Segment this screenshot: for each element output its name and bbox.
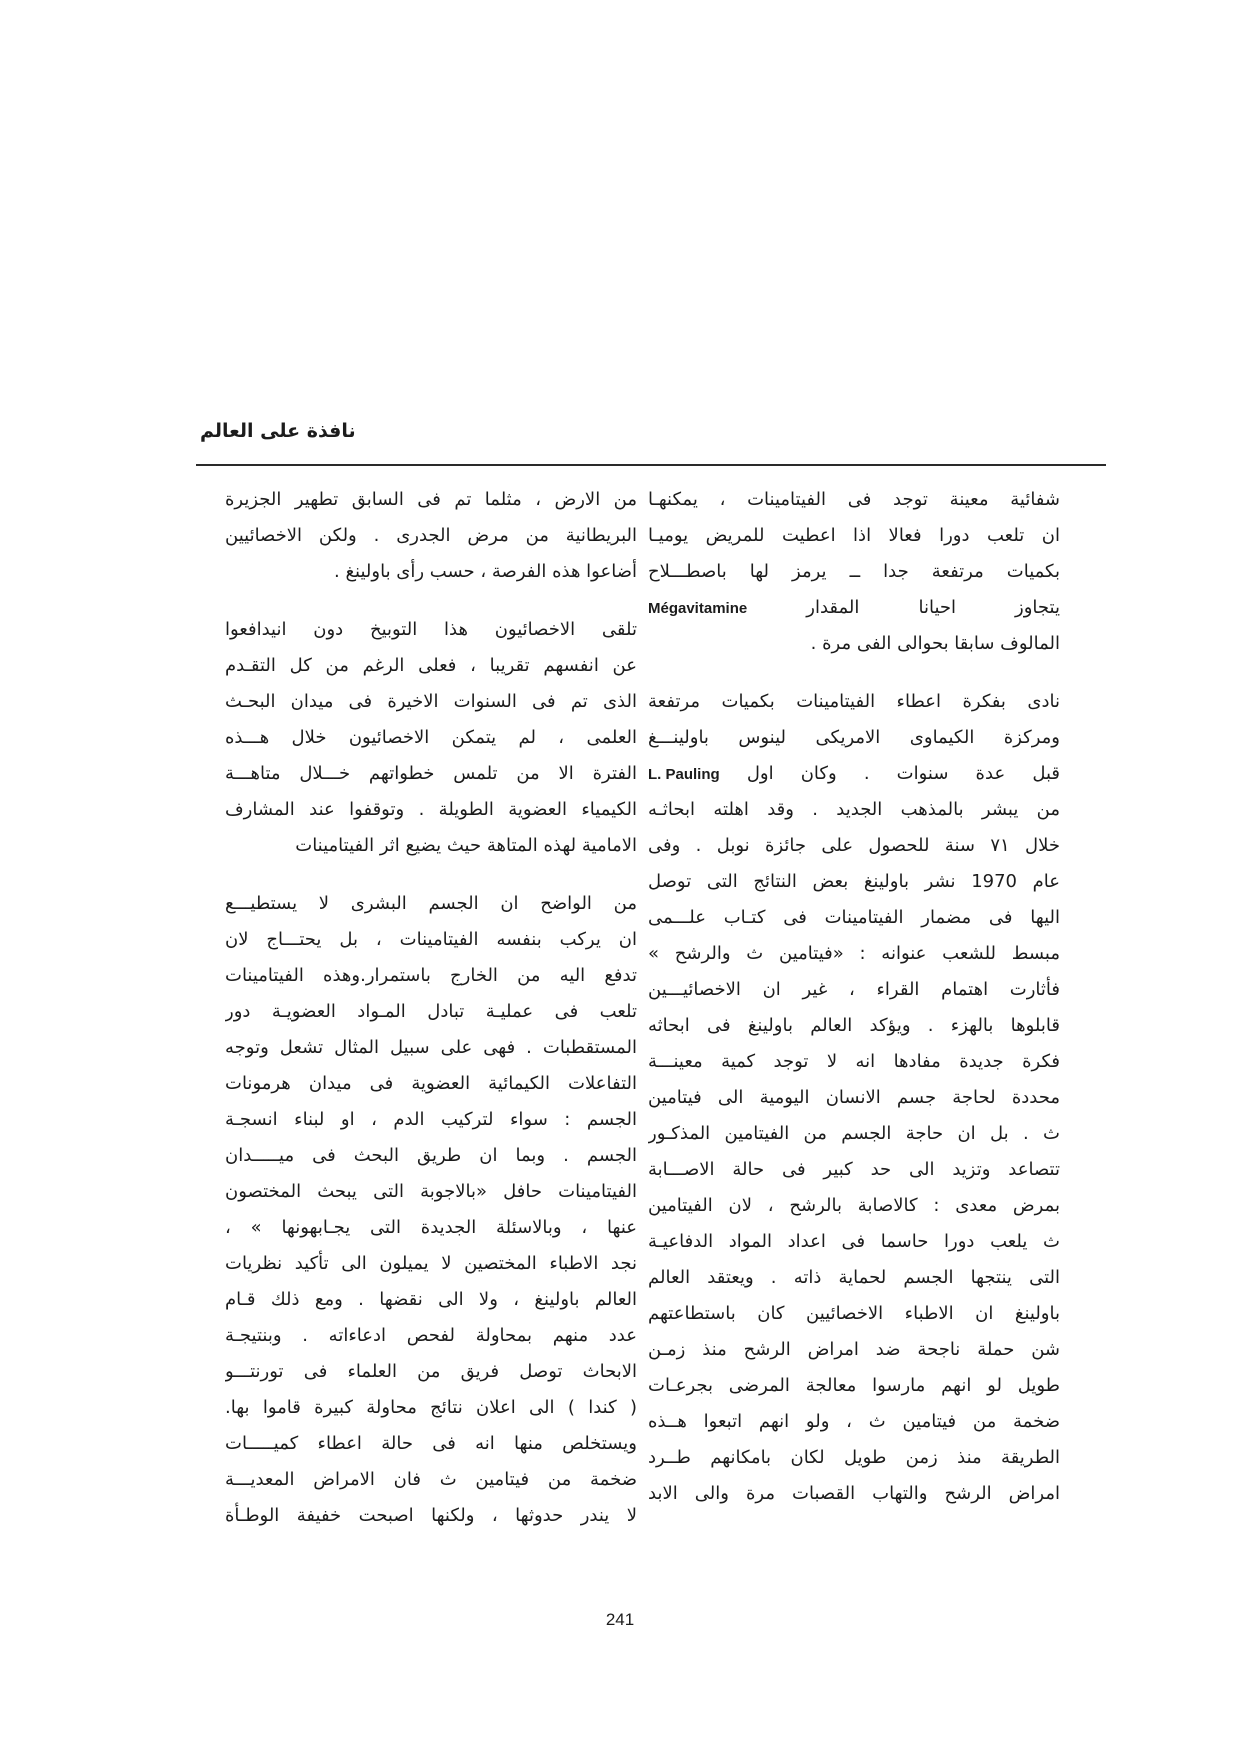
text-column-right bbox=[648, 482, 1060, 1512]
text-line: تلقى الاخصائيون هذا التوبيخ دون انيدافعوا bbox=[225, 619, 637, 640]
text-line: المستقطبات . فهى على سبيل المثال تشعل وتوجه bbox=[225, 1037, 637, 1058]
text-line: اليها فى مضمار الفيتامينات فى كتـاب علـــمى bbox=[648, 907, 1060, 928]
text-line: من يبشر بالمذهب الجديد . وقد اهلته ابحاثـه bbox=[648, 799, 1060, 820]
text-line: بمرض معدى : كالاصابة بالرشح ، لان الفيتامين bbox=[648, 1195, 1060, 1216]
paragraph-gap bbox=[225, 864, 637, 886]
text-line: نجد الاطباء المختصين لا يميلون الى تأكيد نظريات bbox=[225, 1253, 637, 1274]
latin-term: L. Pauling bbox=[648, 766, 720, 783]
text-line: البريطانية من مرض الجدرى . ولكن الاخصائيين bbox=[225, 525, 637, 546]
text-line: أضاعوا هذه الفرصة ، حسب رأى باولينغ . bbox=[334, 561, 637, 582]
text-line: ضخمة من فيتامين ث ، ولو انهم اتبعوا هــذه bbox=[648, 1411, 1060, 1432]
text-line: الفيتامينات حافل «بالاجوبة التى يبحث المختصون bbox=[225, 1181, 637, 1202]
text-line: خلال ٧١ سنة للحصول على جائزة نوبل . وفى bbox=[648, 835, 1060, 856]
text-line: شفائية معينة توجد فى الفيتامينات ، يمكنهـا bbox=[648, 489, 1060, 510]
text-line: بكميات مرتفعة جدا ــ يرمز لها باصطـــلاح bbox=[648, 561, 1060, 582]
text-line: فأثارت اهتمام القراء ، غير ان الاخصائيـــين bbox=[648, 979, 1060, 1000]
text-line: ان يركب بنفسه الفيتامينات ، بل يحتـــاج لان bbox=[225, 929, 637, 950]
text-line: الجسم : سواء لتركيب الدم ، او لبناء انسجـة bbox=[225, 1109, 637, 1130]
text-fragment: يتجاوز احيانا المقدار bbox=[806, 597, 1060, 618]
text-line: عام 1970 نشر باولينغ بعض النتائج التى توصل bbox=[648, 871, 1060, 892]
text-line: لا يندر حدوثها ، ولكنها اصبحت خفيفة الوطـأة bbox=[225, 1505, 637, 1526]
text-line: الذى تم فى السنوات الاخيرة فى ميدان البحـث bbox=[225, 691, 637, 712]
text-column-left bbox=[225, 482, 637, 1534]
text-line: التى ينتجها الجسم لحماية ذاته . ويعتقد العالم bbox=[648, 1267, 1060, 1288]
text-line: المالوف سابقا بحوالى الفى مرة . bbox=[810, 633, 1060, 654]
text-line: طويل لو انهم مارسوا معالجة المرضى بجرعـات bbox=[648, 1375, 1060, 1396]
text-line: ويستخلص منها انه فى حالة اعطاء كميـــــات bbox=[225, 1433, 637, 1454]
text-line: قابلوها بالهزء . ويؤكد العالم باولينغ فى ابحاثه bbox=[648, 1015, 1060, 1036]
text-line: فكرة جديدة مفادها انه لا توجد كمية معينـــة bbox=[648, 1051, 1060, 1072]
paragraph-gap bbox=[648, 662, 1060, 684]
header-divider bbox=[196, 464, 1106, 466]
text-line: التفاعلات الكيمائية العضوية فى ميدان هرمونات bbox=[225, 1073, 637, 1094]
text-line: محددة لحاجة جسم الانسان اليومية الى فيتامين bbox=[648, 1087, 1060, 1108]
text-line: تلعب فى عمليـة تبادل المـواد العضويـة دور bbox=[225, 1001, 637, 1022]
paragraph bbox=[225, 482, 637, 590]
text-line: نادى بفكرة اعطاء الفيتامينات بكميات مرتفعة bbox=[648, 691, 1060, 712]
text-line: ضخمة من فيتامين ث فان الامراض المعديـــة bbox=[225, 1469, 637, 1490]
text-line: ومركزة الكيماوى الامريكى لينوس باولينـــغ bbox=[648, 727, 1060, 748]
paragraph bbox=[225, 612, 637, 864]
text-line: الفترة الا من تلمس خطواتهم خـــلال متاهـــة bbox=[225, 763, 637, 784]
text-line: عنها ، وبالاسئلة الجديدة التى يجـابهونها » ، bbox=[225, 1217, 637, 1238]
text-fragment: قبل عدة سنوات . وكان اول bbox=[746, 763, 1060, 784]
text-line: ث يلعب دورا حاسما فى اعداد المواد الدفاعيـة bbox=[648, 1231, 1060, 1252]
text-line: تدفع اليه من الخارج باستمرار.وهذه الفيتامينات bbox=[225, 965, 637, 986]
text-line: الطريقة منذ زمن طويل لكان بامكانهم طــرد bbox=[648, 1447, 1060, 1468]
text-line-with-term bbox=[648, 756, 1060, 792]
text-line: شن حملة ناجحة ضد امراض الرشح منذ زمـن bbox=[648, 1339, 1060, 1360]
text-line: الامامية لهذه المتاهة حيث يضيع اثر الفيتامينات bbox=[295, 835, 637, 856]
paragraph bbox=[648, 684, 1060, 1512]
text-line: باولينغ ان الاطباء الاخصائيين كان باستطاعتهم bbox=[648, 1303, 1060, 1324]
text-line-with-term bbox=[648, 590, 1060, 626]
text-line: من الواضح ان الجسم البشرى لا يستطيـــع bbox=[225, 893, 637, 914]
paragraph bbox=[648, 482, 1060, 662]
text-line: تتصاعد وتزيد الى حد كبير فى حالة الاصـــابة bbox=[648, 1159, 1060, 1180]
latin-term: Mégavitamine bbox=[648, 600, 748, 617]
text-line: عن انفسهم تقريبا ، فعلى الرغم من كل التقـدم bbox=[225, 655, 637, 676]
text-line: ث . بل ان حاجة الجسم من الفيتامين المذكـور bbox=[648, 1123, 1060, 1144]
text-line: الكيمياء العضوية الطويلة . وتوقفوا عند المشارف bbox=[225, 799, 637, 820]
text-line: مبسط للشعب عنوانه : «فيتامين ث والرشح » bbox=[648, 943, 1060, 964]
text-line: امراض الرشح والتهاب القصبات مرة والى الابد bbox=[648, 1483, 1060, 1504]
text-line: الابحاث توصل فريق من العلماء فى تورنتـــو bbox=[225, 1361, 637, 1382]
text-line: الجسم . وبما ان طريق البحث فى ميـــــدان bbox=[225, 1145, 637, 1166]
paragraph-gap bbox=[225, 590, 637, 612]
text-line: العلمى ، لم يتمكن الاخصائيون خلال هـــذه bbox=[225, 727, 637, 748]
text-line: ( كندا ) الى اعلان نتائج محاولة كبيرة قاموا بها. bbox=[225, 1397, 637, 1418]
text-line: من الارض ، مثلما تم فى السابق تطهير الجزيرة bbox=[225, 489, 637, 510]
text-line: عدد منهم بمحاولة لفحص ادعاءاته . وبنتيجـة bbox=[225, 1325, 637, 1346]
running-header-title: نافذة على العالم bbox=[200, 420, 356, 442]
text-line: ان تلعب دورا فعالا اذا اعطيت للمريض يوميـا bbox=[648, 525, 1060, 546]
text-line: العالم باولينغ ، ولا الى نقضها . ومع ذلك قـام bbox=[225, 1289, 637, 1310]
page-number: 241 bbox=[605, 1610, 635, 1629]
paragraph bbox=[225, 886, 637, 1534]
